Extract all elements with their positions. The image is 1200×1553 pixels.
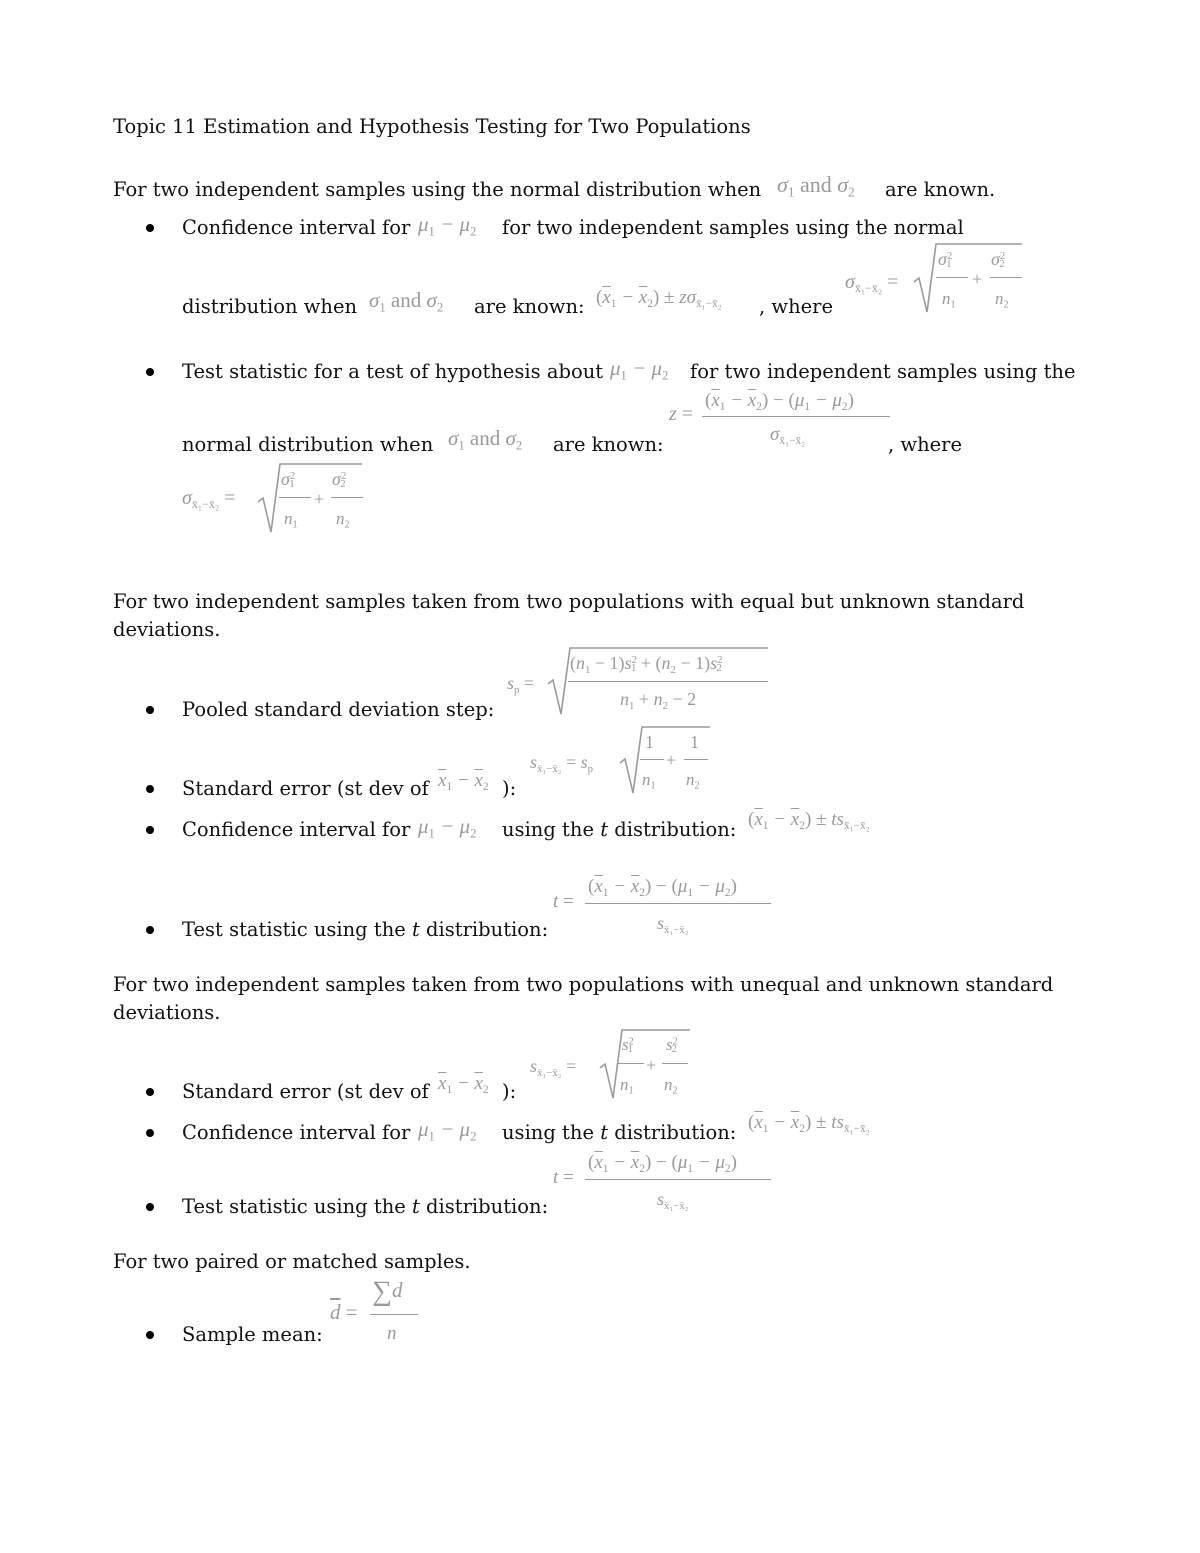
formula-frac-num: $s^21$ bbox=[622, 1035, 634, 1056]
formula-frac-num: $\sigma^22$ bbox=[991, 249, 1006, 271]
s2-b4-pre: Test statistic using the bbox=[182, 918, 406, 941]
formula-frac-den: $n_1$ bbox=[942, 289, 956, 311]
formula-frac-den: $n_2$ bbox=[664, 1075, 678, 1097]
s3-b2-t: t bbox=[600, 1121, 609, 1144]
fraction-bar bbox=[370, 1314, 418, 1315]
s1-b2-line1-pre: Test statistic for a test of hypothesis about bbox=[182, 360, 604, 383]
s3-b1-pre: Standard error (st dev of bbox=[182, 1080, 429, 1103]
bullet bbox=[146, 368, 154, 376]
formula-t-num: $(\overline{x}_1 - \overline{x}_2) - (\mu_1 - \mu_2)$ bbox=[588, 876, 737, 899]
fraction-bar bbox=[684, 759, 708, 760]
plus-sign: + bbox=[666, 750, 677, 770]
fraction-bar bbox=[568, 681, 768, 682]
formula-x1bar-minus-x2bar: $\overline{x}_1 - \overline{x}_2$ bbox=[438, 1073, 489, 1096]
formula-z-lhs: z = bbox=[669, 403, 694, 425]
s2-b3-text bbox=[502, 818, 736, 842]
bullet bbox=[146, 1331, 154, 1339]
bullet bbox=[146, 926, 154, 934]
formula-frac-num: $s^22$ bbox=[666, 1035, 678, 1056]
s1-b1-line2-mid: are known: bbox=[474, 295, 585, 318]
s1-b1-line1-post: for two independent samples using the normal bbox=[502, 216, 964, 239]
formula-sigma-diff-lhs: $\sigma_{x̄_1-x̄_2}$ = bbox=[182, 487, 236, 512]
s2-b1: Pooled standard deviation step: bbox=[182, 698, 495, 721]
s4-intro: For two paired or matched samples. bbox=[113, 1250, 471, 1273]
formula-frac-num: $\sigma^22$ bbox=[332, 469, 347, 491]
fraction-bar bbox=[279, 497, 311, 498]
formula-sp-num: $(n_1 - 1)s^21 + (n_2 - 1)s^22$ bbox=[570, 653, 723, 676]
bullet bbox=[146, 224, 154, 232]
formula-mu1-minus-mu2: $\mu_1 - \mu_2$ bbox=[418, 814, 477, 841]
fraction-bar bbox=[990, 277, 1022, 278]
s3-b2-post: distribution: bbox=[614, 1121, 737, 1144]
s1-b2-where: , where bbox=[888, 433, 963, 456]
bullet bbox=[146, 785, 154, 793]
formula-frac-num: $\sigma^21$ bbox=[281, 469, 296, 491]
formula-n: n bbox=[387, 1323, 397, 1344]
s1-b2-line1-post: for two independent samples using the bbox=[690, 360, 1076, 383]
formula-frac-den: $n_1$ bbox=[284, 509, 298, 531]
s2-b3-mid: using the bbox=[502, 818, 594, 841]
s2-b2-pre: Standard error (st dev of bbox=[182, 777, 429, 800]
formula-mu1-minus-mu2: $\mu_1 - \mu_2$ bbox=[418, 1117, 477, 1144]
s3-b2-text bbox=[502, 1121, 736, 1145]
bullet bbox=[146, 1088, 154, 1096]
formula-one: 1 bbox=[645, 732, 654, 752]
formula-sigma1-and-sigma2: $\sigma_1$ and $\sigma_2$ bbox=[448, 426, 523, 453]
formula-sigma1-and-sigma2: $\sigma_1$ and $\sigma_2$ bbox=[369, 288, 444, 315]
fraction-bar bbox=[331, 497, 363, 498]
formula-sp-lhs: $s_p$ = bbox=[507, 673, 535, 696]
bullet bbox=[146, 1203, 154, 1211]
s1-b1-line2-pre: distribution when bbox=[182, 295, 358, 318]
fraction-bar bbox=[585, 1179, 771, 1180]
fraction-bar bbox=[662, 1063, 688, 1064]
fraction-bar bbox=[618, 1063, 644, 1064]
s2-intro-line1: For two independent samples taken from two populations with equal but unknown standard bbox=[113, 590, 1025, 613]
formula-t-den: $s_{x̄_1-x̄_2}$ bbox=[657, 913, 689, 936]
formula-sigma1-and-sigma2: $\sigma_1$ and $\sigma_2$ bbox=[777, 172, 855, 200]
s3-b2-pre: Confidence interval for bbox=[182, 1121, 411, 1144]
plus-sign: + bbox=[314, 489, 325, 509]
s2-b4-text bbox=[182, 918, 548, 942]
formula-frac-den: $n_1$ bbox=[642, 770, 656, 792]
formula-frac-den: $n_2$ bbox=[336, 509, 350, 531]
formula-mu1-minus-mu2: $\mu_1 - \mu_2$ bbox=[610, 356, 669, 383]
fraction-bar bbox=[702, 416, 890, 417]
s3-b2-mid: using the bbox=[502, 1121, 594, 1144]
s2-b3-t: t bbox=[600, 818, 609, 841]
s3-intro-line1: For two independent samples taken from two populations with unequal and unknown standard bbox=[113, 973, 1054, 996]
plus-sign: + bbox=[646, 1055, 657, 1075]
s2-b3-pre: Confidence interval for bbox=[182, 818, 411, 841]
s2-b3-post: distribution: bbox=[614, 818, 737, 841]
formula-t-lhs: t = bbox=[553, 1167, 574, 1188]
formula-z-num: $(\overline{x}_1 - \overline{x}_2) - (\mu_1 - \mu_2)$ bbox=[705, 390, 854, 413]
fraction-bar bbox=[585, 903, 771, 904]
formula-se-lhs: $s_{x̄_1-x̄_2} = s_p$ bbox=[530, 752, 594, 775]
formula-frac-den: $n_1$ bbox=[620, 1075, 634, 1097]
fraction-bar bbox=[936, 277, 968, 278]
bullet bbox=[146, 706, 154, 714]
s3-b3-t: t bbox=[412, 1195, 420, 1218]
bullet bbox=[146, 1129, 154, 1137]
formula-frac-den: $n_2$ bbox=[995, 289, 1009, 311]
formula-mu1-minus-mu2: $\mu_1 - \mu_2$ bbox=[418, 212, 477, 239]
s2-intro-line2: deviations. bbox=[113, 618, 221, 641]
s3-b3-post: distribution: bbox=[426, 1195, 549, 1218]
s2-b4-t: t bbox=[412, 918, 420, 941]
formula-ci-z: $(\overline{x}_1 - \overline{x}_2) \pm z\sigma_{x̄_1-x̄_2}$ bbox=[596, 287, 722, 310]
formula-se-lhs: $s_{x̄_1-x̄_2}$ = bbox=[530, 1056, 577, 1079]
formula-one: 1 bbox=[690, 732, 699, 752]
formula-dbar-lhs: $\overline{d}$ = bbox=[330, 1300, 358, 1324]
formula-sum-d: ∑d bbox=[372, 1276, 403, 1307]
s1-b1-where: , where bbox=[759, 295, 834, 318]
formula-ci-t: $(\overline{x}_1 - \overline{x}_2) \pm ts_{x̄_1-x̄_2}$ bbox=[748, 1112, 870, 1135]
s4-b1: Sample mean: bbox=[182, 1323, 323, 1346]
s3-b1-post: ): bbox=[502, 1080, 517, 1103]
formula-t-den: $s_{x̄_1-x̄_2}$ bbox=[657, 1189, 689, 1212]
formula-sigma-diff-lhs: $\sigma_{x̄_1-x̄_2}$ = bbox=[845, 271, 899, 296]
s1-b1-line1-pre: Confidence interval for bbox=[182, 216, 411, 239]
fraction-bar bbox=[640, 759, 664, 760]
s1-intro-end: are known. bbox=[885, 178, 996, 201]
formula-z-den: $\sigma_{x̄_1-x̄_2}$ bbox=[770, 424, 806, 447]
formula-frac-num: $\sigma^21$ bbox=[938, 249, 953, 271]
s2-b4-post: distribution: bbox=[426, 918, 549, 941]
formula-sp-den: $n_1 + n_2 - 2$ bbox=[620, 689, 697, 712]
s3-intro-line2: deviations. bbox=[113, 1001, 221, 1024]
doc-title: Topic 11 Estimation and Hypothesis Testing for Two Populations bbox=[113, 115, 751, 138]
s3-b3-pre: Test statistic using the bbox=[182, 1195, 406, 1218]
formula-ci-t: $(\overline{x}_1 - \overline{x}_2) \pm ts_{x̄_1-x̄_2}$ bbox=[748, 809, 870, 832]
formula-t-lhs: t = bbox=[553, 891, 574, 912]
formula-t-num: $(\overline{x}_1 - \overline{x}_2) - (\mu_1 - \mu_2)$ bbox=[588, 1152, 737, 1175]
s2-b2-post: ): bbox=[502, 777, 517, 800]
s1-b2-line2-pre: normal distribution when bbox=[182, 433, 434, 456]
bullet bbox=[146, 826, 154, 834]
plus-sign: + bbox=[972, 269, 983, 289]
s3-b3-text bbox=[182, 1195, 548, 1219]
s1-b2-line2-mid: are known: bbox=[553, 433, 664, 456]
s1-intro: For two independent samples using the normal distribution when bbox=[113, 178, 762, 201]
formula-x1bar-minus-x2bar: $\overline{x}_1 - \overline{x}_2$ bbox=[438, 770, 489, 793]
formula-frac-den: $n_2$ bbox=[686, 770, 700, 792]
